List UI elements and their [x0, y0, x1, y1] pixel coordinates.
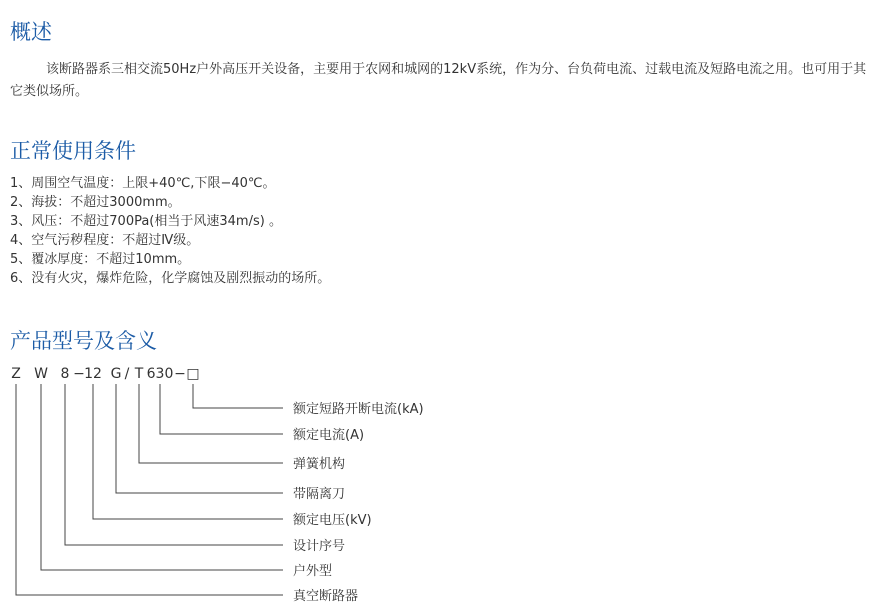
model-char-12: 12: [84, 366, 102, 382]
leader-line-rated-current: [160, 384, 283, 434]
condition-item-4: 4、空气污秽程度：不超过Ⅳ级。: [10, 233, 200, 248]
label-isolating-knife: 带隔离刀: [293, 487, 346, 502]
leader-line-vacuum-breaker: [16, 384, 283, 595]
leader-line-spring-mechanism: [139, 384, 283, 463]
label-spring-mechanism: 弹簧机构: [293, 457, 346, 472]
model-char-z: Z: [11, 366, 21, 382]
model-char-t: T: [134, 366, 144, 382]
model-char-8: 8: [60, 366, 70, 382]
label-rated-voltage: 额定电压(kV): [293, 513, 372, 528]
model-char-box: □: [186, 366, 200, 382]
model-char-dash-1: −: [73, 366, 85, 382]
leader-line-breaking-current: [193, 384, 283, 408]
overview-paragraph: 该断路器系三相交流50Hz户外高压开关设备，主要用于农网和城网的12kV系统，作为分、台负荷电流、过载电流及短路电流之用。也可用于其它类似场所。: [10, 62, 867, 99]
leader-line-rated-voltage: [93, 384, 283, 519]
label-vacuum-breaker: 真空断路器: [293, 589, 359, 604]
label-rated-current: 额定电流(A): [293, 428, 365, 443]
condition-item-2: 2、海拔：不超过3000mm。: [10, 195, 181, 210]
condition-item-1: 1、周围空气温度：上限+40℃,下限−40℃。: [10, 176, 276, 191]
condition-item-6: 6、没有火灾，爆炸危险，化学腐蚀及剧烈振动的场所。: [10, 271, 331, 286]
overview-heading: 概述: [10, 20, 52, 44]
label-breaking-current: 额定短路开断电流(kA): [293, 402, 424, 417]
model-char-g: G: [110, 366, 122, 382]
model-char-slash: /: [124, 366, 130, 382]
model-char-630: 630: [146, 366, 174, 382]
model-heading: 产品型号及含义: [10, 329, 157, 353]
label-design-number: 设计序号: [293, 539, 346, 554]
leader-line-isolating-knife: [116, 384, 283, 493]
leader-line-outdoor-type: [41, 384, 283, 570]
condition-item-5: 5、覆冰厚度：不超过10mm。: [10, 252, 191, 267]
label-outdoor-type: 户外型: [293, 564, 333, 579]
model-char-w: W: [34, 366, 48, 382]
conditions-heading: 正常使用条件: [10, 139, 136, 163]
condition-item-3: 3、风压：不超过700Pa(相当于风速34m/s) 。: [10, 214, 282, 229]
model-char-dash-2: −: [174, 366, 186, 382]
